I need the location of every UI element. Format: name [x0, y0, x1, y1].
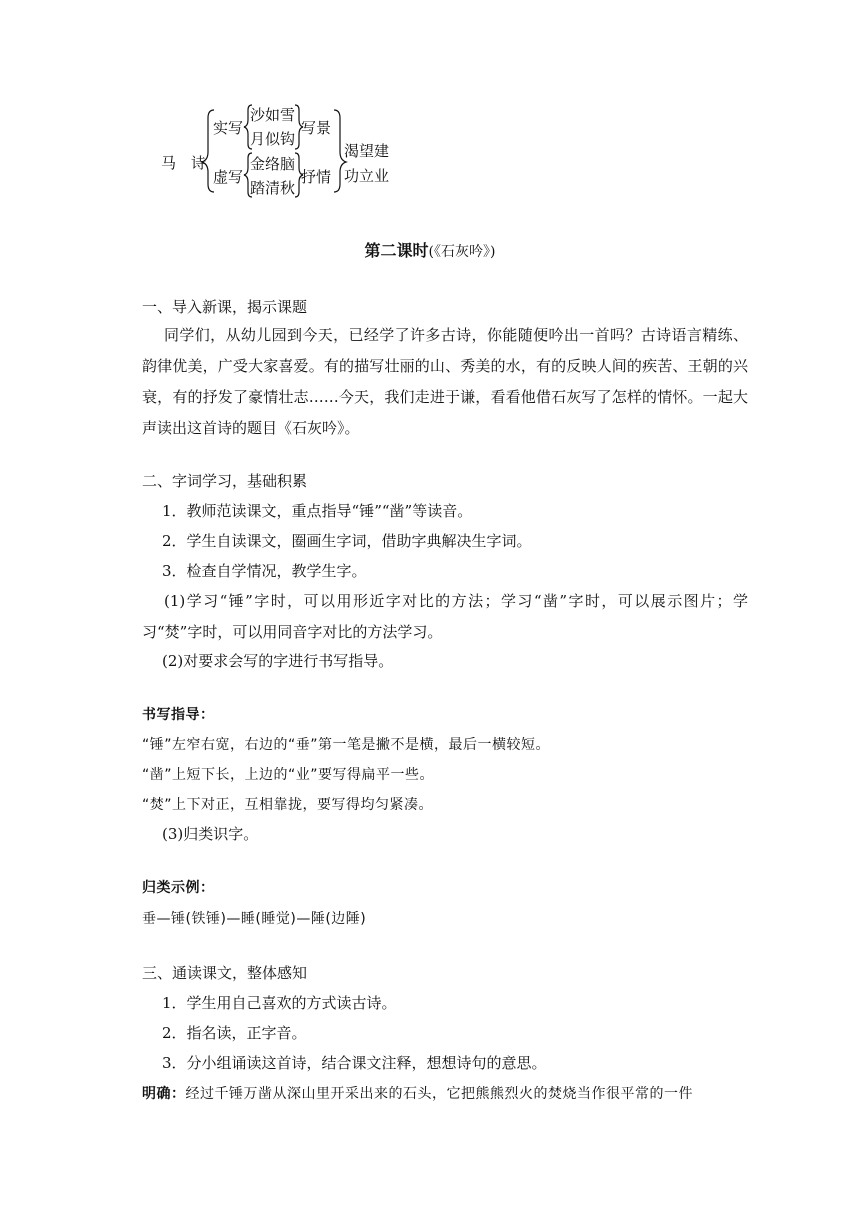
diagram-result-line2: 功立业: [344, 167, 390, 185]
section2-item-2: 2．学生自读课文，圈画生字词，借助字典解决生字词。: [162, 532, 532, 550]
lesson-title-sub: (《石灰吟》): [428, 244, 496, 260]
section2-sub3: (3)归类识字。: [162, 825, 259, 843]
diagram-virtual: 虚写: [213, 168, 244, 186]
diagram-root: 马 诗: [161, 154, 207, 172]
section2-sub1: (1)学习“锤”字时，可以用形近字对比的方法；学习“凿”字时，可以展示图片；学习“焚”字时，可以用同音字对比的方法学习。: [142, 592, 748, 641]
writing-guide-item-2: “凿”上短下长，上边的“业”要写得扁平一些。: [142, 767, 435, 783]
diagram-result-line1: 渴望建: [344, 142, 390, 160]
writing-guide-item-1: “锤”左窄右宽，右边的“垂”第一笔是撇不是横，最后一横较短。: [142, 737, 551, 753]
section2-heading: 二、字词学习，基础积累: [142, 472, 308, 490]
diagram-brackets: [0, 0, 860, 240]
diagram-real-item-2: 月似钩: [250, 130, 296, 148]
section2-item-1: 1．教师范读课文，重点指导“锤”“凿”等读音。: [162, 502, 473, 520]
diagram-real: 实写: [213, 119, 244, 137]
section2-item-3: 3．检查自学情况，教学生字。: [162, 562, 367, 580]
section3-item-1: 1．学生用自己喜欢的方式读古诗。: [162, 994, 397, 1012]
lesson-title: [0, 240, 860, 263]
writing-guide-label: 书写指导：: [142, 707, 215, 723]
lesson-title-main: 第二课时: [364, 241, 429, 260]
diagram-virtual-item-1: 金络脑: [250, 155, 296, 173]
example-text: 垂—锤(铁锤)—睡(睡觉)—陲(边陲): [142, 911, 367, 927]
section3-item-2: 2．指名读，正字音。: [162, 1024, 307, 1042]
diagram-emotion: 抒情: [301, 168, 332, 186]
section3-heading: 三、通读课文，整体感知: [142, 964, 308, 982]
clarify-line: [142, 1083, 742, 1104]
clarify-text: 经过千锤万凿从深山里开采出来的石头，它把熊熊烈火的焚烧当作很平常的一件: [185, 1086, 693, 1102]
section3-item-3: 3．分小组诵读这首诗，结合课文注释，想想诗句的意思。: [162, 1054, 547, 1072]
diagram-real-item-1: 沙如雪: [250, 106, 296, 124]
example-label: 归类示例：: [142, 880, 215, 896]
section1-paragraph: 同学们，从幼儿园到今天，已经学了许多古诗，你能随便吟出一首吗？古诗语言精练、韵律优美，广受大家喜爱。有的描写壮丽的山、秀美的水，有的反映人间的疾苦、王朝的兴衰，有的抒发了豪情壮志……今天，我们走进于谦，看看他借石灰写了怎样的情怀。一起大声读出这首诗的题目《石灰吟》。: [142, 326, 748, 437]
diagram-scene: 写景: [301, 119, 332, 137]
writing-guide-item-3: “焚”上下对正，互相靠拢，要写得均匀紧凑。: [142, 797, 434, 813]
section1-heading: 一、导入新课，揭示课题: [142, 298, 308, 316]
section2-sub2: (2)对要求会写的字进行书写指导。: [162, 652, 394, 670]
diagram-virtual-item-2: 踏清秋: [250, 179, 296, 197]
clarify-label: 明确：: [142, 1086, 186, 1102]
